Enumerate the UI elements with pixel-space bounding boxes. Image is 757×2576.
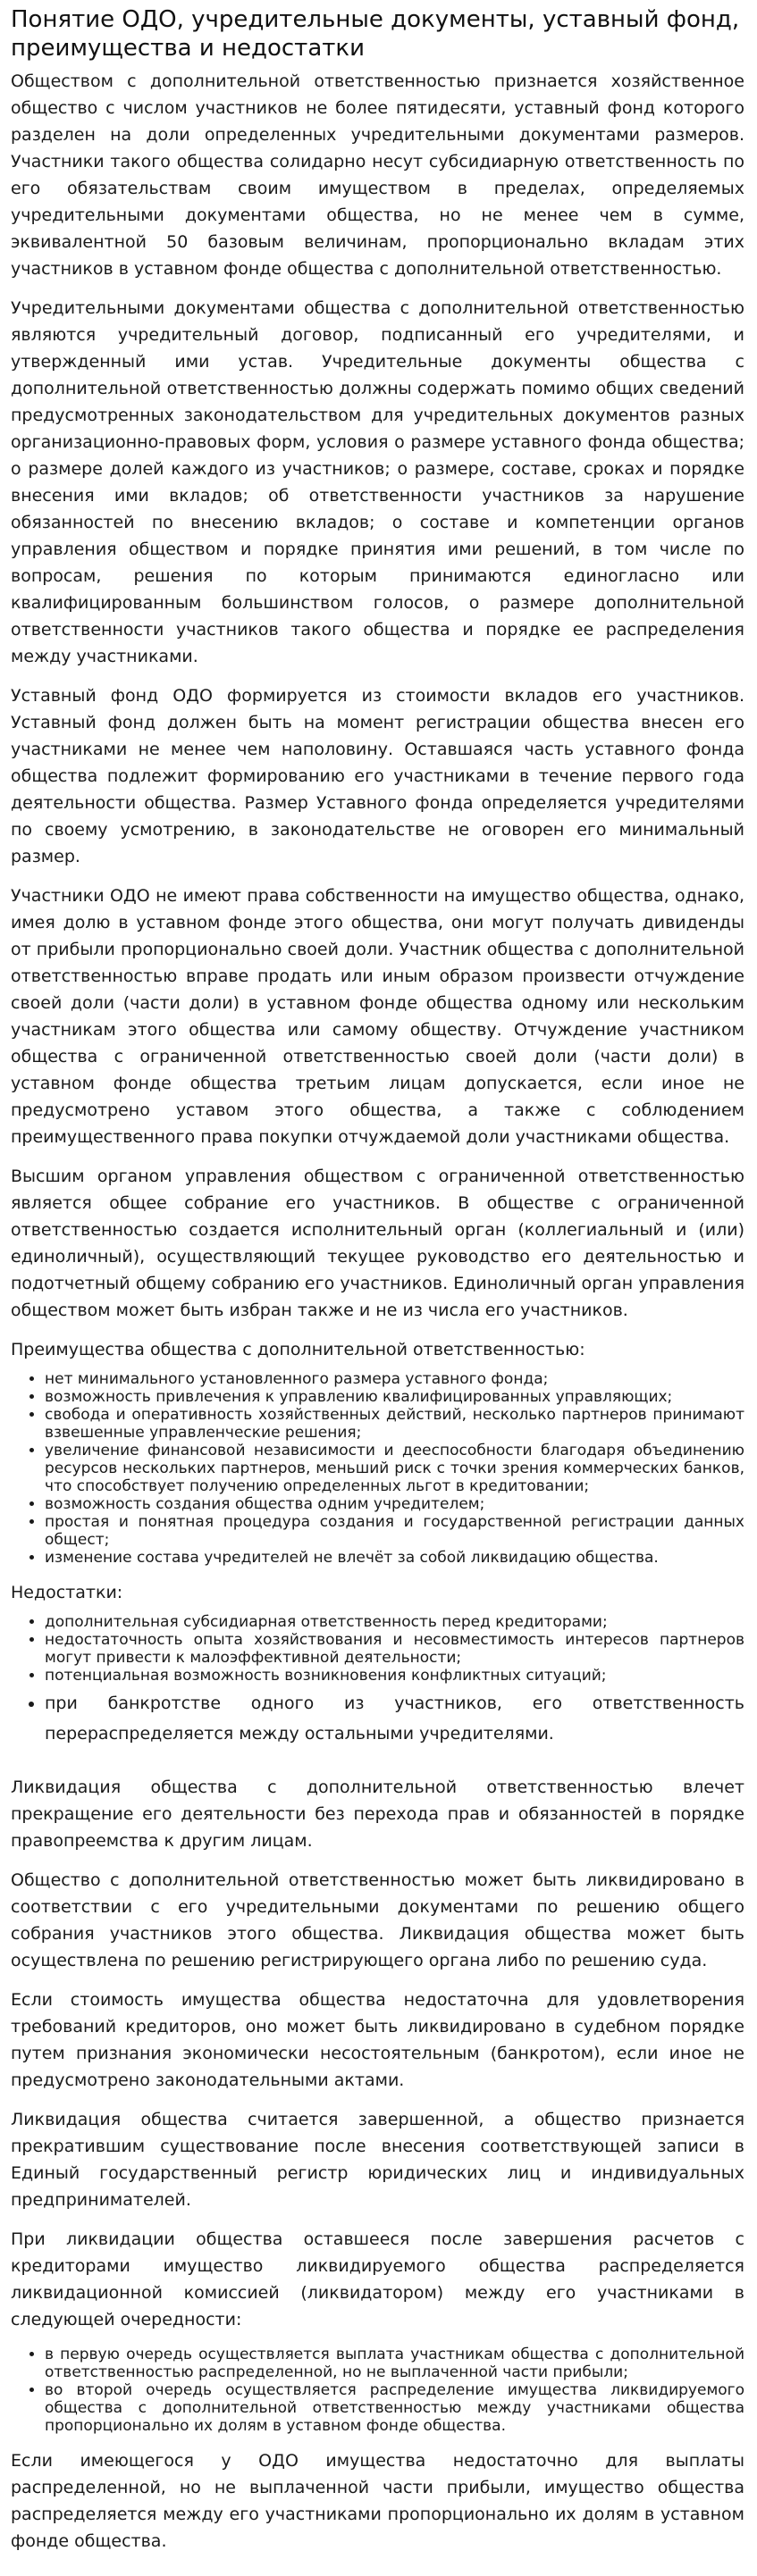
list-item: • изменение состава учредителей не влечёт за собой ликвидацию общества. bbox=[45, 1549, 744, 1567]
list-item: • при банкротстве одного из участников, его ответственность перераспределяется между остальными учредителями. bbox=[45, 1688, 744, 1749]
advantages-list bbox=[11, 1370, 744, 1567]
advantages-heading: Преимущества общества с дополнительной ответственностью: bbox=[11, 1340, 585, 1359]
list-item: • в первую очередь осуществляется выплата участникам общества с дополнительной ответственностью распределенной, но не выплаченной части прибыли; bbox=[45, 2346, 744, 2381]
list-item: • дополнительная субсидиарная ответственность перед кредиторами; bbox=[45, 1613, 744, 1631]
section-spacer bbox=[11, 1761, 744, 1774]
list-item: • свобода и оперативность хозяйственных действий, несколько партнеров принимают взвешенные управленческие решения; bbox=[45, 1406, 744, 1442]
list-item: • во второй очередь осуществляется распределение имущества ликвидируемого общества с дополнительной ответственностью между участниками общества пропорционально их долям в уставном фонде общества. bbox=[45, 2381, 744, 2435]
list-item: • недостаточность опыта хозяйствования и несовместимость интересов партнеров могут привести к малоэффективной деятельности; bbox=[45, 1631, 744, 1667]
paragraph-definition: Обществом с дополнительной ответственностью признается хозяйственное общество с числом участников не более пятидесяти, уставный фонд которого разделен на доли определенных учредительными документами размеров. Участники такого общества солидарно несут субсидиарную ответственность по его обязательствам своим имуществом в пределах, определяемых учредительными документами общества, но не менее чем в сумме, эквивалентной 50 базовым величинам, пропорционально вкладам этих участников в уставном фонде общества с дополнительной ответственностью. bbox=[11, 71, 744, 279]
paragraph-founding-documents: Учредительными документами общества с дополнительной ответственностью являются учредительный договор, подписанный его учредителями, и утвержденный ими устав. Учредительные документы общества с дополнительной ответственностью должны содержать помимо общих сведений предусмотренных законодательством для учредительных документов разных организационно-правовых форм, условия о размере уставного фонда общества; о размере долей каждого из участников; о размере, составе, сроках и порядке внесения ими вкладов; об ответственности участников за нарушение обязанностей по внесению вкладов; о составе и компетенции органов управления обществом и порядке принятия ими решений, в том числе по вопросам, решения по которым принимаются единогласно или квалифицированным большинством голосов, о размере дополнительной ответственности участников такого общества и порядке ее распределения между участниками. bbox=[11, 298, 744, 666]
list-item: • простая и понятная процедура создания и государственной регистрации данных общест; bbox=[45, 1513, 744, 1549]
paragraph-distribution: При ликвидации общества оставшееся после завершения расчетов с кредиторами имущество ликвидируемого общества распределяется ликвидационной комиссией (ликвидатором) между его участниками в следующей очередности: bbox=[11, 2229, 744, 2329]
distribution-order-list bbox=[11, 2346, 744, 2435]
paragraph-liquidation-complete: Ликвидация общества считается завершенной, а общество признается прекратившим существование после внесения соответствующей записи в Единый государственный регистр юридических лиц и индивидуальных предпринимателей. bbox=[11, 2110, 744, 2210]
list-item: • потенциальная возможность возникновения конфликтных ситуаций; bbox=[45, 1667, 744, 1685]
page-title: Понятие ОДО, учредительные документы, уставный фонд, преимущества и недостатки bbox=[11, 6, 740, 62]
paragraph-charter-fund: Уставный фонд ОДО формируется из стоимости вкладов его участников. Уставный фонд должен быть на момент регистрации общества внесен его участниками не менее чем наполовину. Оставшаяся часть уставного фонда общества подлежит формированию его участниками в течение первого года деятельности общества. Размер Уставного фонда определяется учредителями по своему усмотрению, в законодательстве не оговорен его минимальный размер. bbox=[11, 686, 744, 866]
list-item: • увеличение финансовой независимости и дееспособности благодаря объединению ресурсов нескольких партнеров, меньший риск с точки зрения коммерческих банков, что способствует получению определенных льгот в кредитовании; bbox=[45, 1442, 744, 1495]
paragraph-final: Если имеющегося у ОДО имущества недостаточно для выплаты распределенной, но не выплаченной части прибыли, имущество общества распределяется между его участниками пропорционально их долям в уставном фонде общества. bbox=[11, 2451, 744, 2551]
paragraph-liquidation-decision: Общество с дополнительной ответственностью может быть ликвидировано в соответствии с его учредительными документами по решению общего собрания участников этого общества. Ликвидация общества может быть осуществлена по решению регистрирующего органа либо по решению суда. bbox=[11, 1870, 744, 1970]
list-item: • возможность привлечения к управлению квалифицированных управляющих; bbox=[45, 1388, 744, 1406]
disadvantages-heading: Недостатки: bbox=[11, 1583, 123, 1602]
disadvantages-list bbox=[11, 1613, 744, 1749]
paragraph-management: Высшим органом управления обществом с ограниченной ответственностью является общее собрание его участников. В обществе с ограниченной ответственностью создается исполнительный орган (коллегиальный и (или) единоличный), осуществляющий текущее руководство его деятельностью и подотчетный общему собранию его участников. Единоличный орган управления обществом может быть избран также и не из числа его участников. bbox=[11, 1167, 744, 1320]
paragraph-bankruptcy: Если стоимость имущества общества недостаточна для удовлетворения требований кредиторов, оно может быть ликвидировано в судебном порядке путем признания экономически несостоятельным (банкротом), если иное не предусмотрено законодательными актами. bbox=[11, 1990, 744, 2090]
paragraph-liquidation: Ликвидация общества с дополнительной ответственностью влечет прекращение его деятельности без перехода прав и обязанностей в порядке правопреемства к другим лицам. bbox=[11, 1777, 744, 1851]
paragraph-participants-rights: Участники ОДО не имеют права собственности на имущество общества, однако, имея долю в уставном фонде этого общества, они могут получать дивиденды от прибыли пропорционально своей доли. Участник общества с дополнительной ответственностью вправе продать или иным образом произвести отчуждение своей доли (части доли) в уставном фонде общества одному или нескольким участникам этого общества или самому обществу. Отчуждение участником общества с ограниченной ответственностью своей доли (части доли) в уставном фонде общества третьим лицам допускается, если иное не предусмотрено уставом этого общества, а также с соблюдением преимущественного права покупки отчуждаемой доли участниками общества. bbox=[11, 886, 744, 1147]
list-item: • нет минимального установленного размера уставного фонда; bbox=[45, 1370, 744, 1388]
list-item: • возможность создания общества одним учредителем; bbox=[45, 1495, 744, 1513]
